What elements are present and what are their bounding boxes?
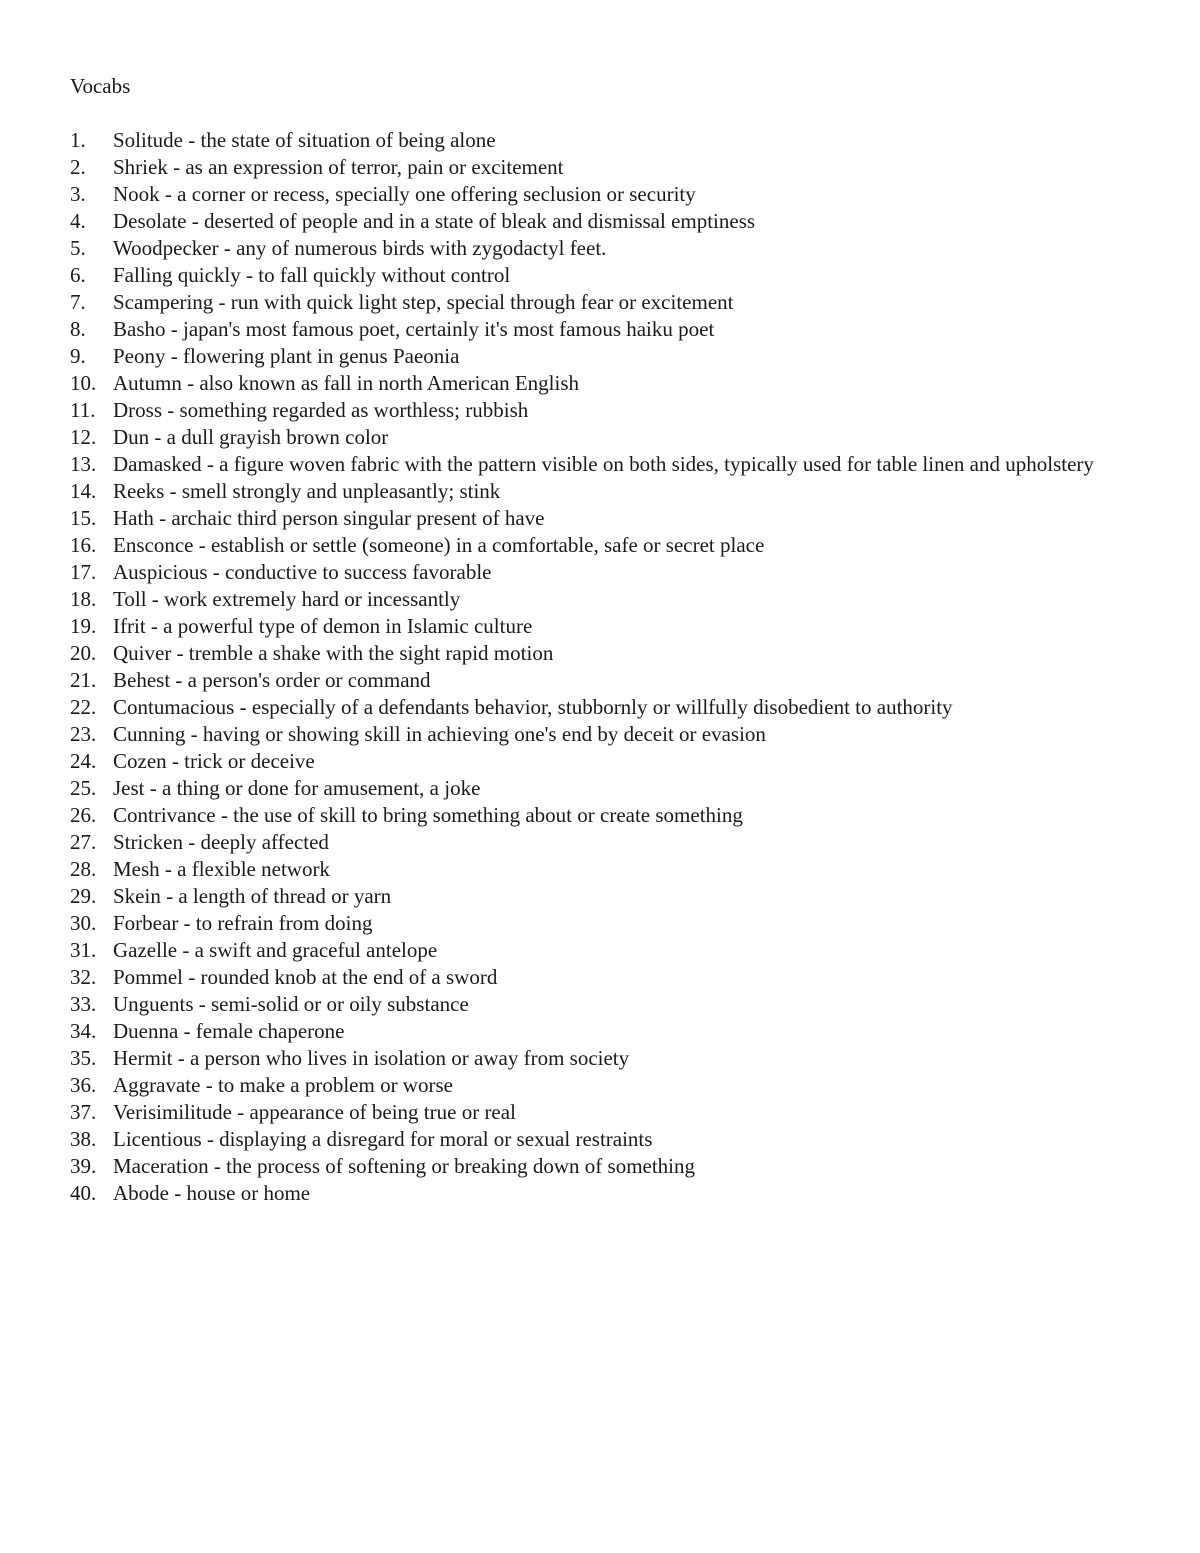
vocab-item-number: 38. (70, 1127, 97, 1151)
vocab-item-number: 33. (70, 992, 97, 1016)
vocab-item-text: Behest - a person's order or command (113, 668, 431, 692)
vocab-item (70, 181, 1140, 208)
vocab-item (70, 1018, 1140, 1045)
vocab-item-text: Nook - a corner or recess, specially one offering seclusion or security (113, 182, 696, 206)
vocab-item-text: Woodpecker - any of numerous birds with zygodactyl feet. (113, 236, 607, 260)
vocab-item-number: 1. (70, 128, 86, 152)
vocab-item (70, 1180, 1140, 1207)
vocab-item-number: 29. (70, 884, 97, 908)
vocab-item-number: 35. (70, 1046, 97, 1070)
vocab-item-text: Abode - house or home (113, 1181, 311, 1205)
vocab-item-number: 27. (70, 830, 97, 854)
vocab-item-text: Stricken - deeply affected (113, 830, 329, 854)
vocab-item (70, 721, 1140, 748)
vocab-item (70, 775, 1140, 802)
vocab-item-number: 19. (70, 614, 97, 638)
vocab-item (70, 1045, 1140, 1072)
vocab-item-number: 3. (70, 182, 86, 206)
vocab-item (70, 1126, 1140, 1153)
vocab-item-number: 11. (70, 398, 96, 422)
vocab-item-number: 31. (70, 938, 97, 962)
vocab-item (70, 478, 1140, 505)
vocab-item-number: 13. (70, 452, 97, 476)
vocab-item (70, 856, 1140, 883)
vocab-item-number: 14. (70, 479, 97, 503)
vocab-item-number: 26. (70, 803, 97, 827)
vocab-item-text: Licentious - displaying a disregard for moral or sexual restraints (113, 1127, 653, 1151)
vocab-item-number: 18. (70, 587, 97, 611)
vocab-item-text: Desolate - deserted of people and in a state of bleak and dismissal emptiness (113, 209, 756, 233)
vocab-item-text: Autumn - also known as fall in north American English (113, 371, 580, 395)
vocab-item-number: 4. (70, 209, 86, 233)
vocab-item (70, 127, 1140, 154)
vocab-item (70, 316, 1140, 343)
vocab-list (70, 127, 1140, 1207)
vocab-item (70, 262, 1140, 289)
vocab-item-number: 16. (70, 533, 97, 557)
vocab-item-text: Toll - work extremely hard or incessantly (113, 587, 461, 611)
vocab-item-text: Skein - a length of thread or yarn (113, 884, 392, 908)
vocab-item (70, 937, 1140, 964)
vocab-item-number: 6. (70, 263, 86, 287)
vocab-item (70, 829, 1140, 856)
vocab-item-number: 15. (70, 506, 97, 530)
vocab-item-text: Auspicious - conductive to success favorable (113, 560, 492, 584)
vocab-item-number: 34. (70, 1019, 97, 1043)
vocab-item-text: Verisimilitude - appearance of being true or real (113, 1100, 516, 1124)
vocab-item (70, 910, 1140, 937)
vocab-item (70, 991, 1140, 1018)
vocab-item-text: Ensconce - establish or settle (someone) in a comfortable, safe or secret place (113, 533, 765, 557)
vocab-item-text: Peony - flowering plant in genus Paeonia (113, 344, 460, 368)
vocab-item (70, 667, 1140, 694)
vocab-item (70, 640, 1140, 667)
vocab-item (70, 1099, 1140, 1126)
document-title: Vocabs (70, 74, 131, 98)
vocab-item-number: 25. (70, 776, 97, 800)
vocab-item-number: 21. (70, 668, 97, 692)
vocab-item-number: 28. (70, 857, 97, 881)
vocab-item-number: 7. (70, 290, 86, 314)
vocab-item (70, 586, 1140, 613)
vocab-item-text: Jest - a thing or done for amusement, a joke (113, 776, 481, 800)
vocab-item-number: 23. (70, 722, 97, 746)
vocab-item-text: Maceration - the process of softening or breaking down of something (113, 1154, 696, 1178)
vocab-item-text: Pommel - rounded knob at the end of a sword (113, 965, 498, 989)
vocab-item-text: Cozen - trick or deceive (113, 749, 315, 773)
vocab-item-number: 5. (70, 236, 86, 260)
vocab-item-text: Mesh - a flexible network (113, 857, 330, 881)
vocab-item-number: 8. (70, 317, 86, 341)
vocab-item (70, 532, 1140, 559)
vocab-item-text: Cunning - having or showing skill in achieving one's end by deceit or evasion (113, 722, 766, 746)
vocab-item (70, 1072, 1140, 1099)
vocab-item (70, 694, 1140, 721)
vocab-item-number: 12. (70, 425, 97, 449)
vocab-item-number: 9. (70, 344, 86, 368)
vocab-item-text: Hermit - a person who lives in isolation or away from society (113, 1046, 630, 1070)
vocab-item-text: Ifrit - a powerful type of demon in Islamic culture (113, 614, 533, 638)
vocab-item-number: 30. (70, 911, 97, 935)
vocab-item-text: Dross - something regarded as worthless; rubbish (113, 398, 529, 422)
vocab-item-number: 37. (70, 1100, 97, 1124)
vocab-item (70, 154, 1140, 181)
vocab-item-text: Reeks - smell strongly and unpleasantly; stink (113, 479, 501, 503)
vocab-item-number: 2. (70, 155, 86, 179)
vocab-item-text: Aggravate - to make a problem or worse (113, 1073, 453, 1097)
vocab-item-text: Scampering - run with quick light step, special through fear or excitement (113, 290, 734, 314)
vocab-item (70, 1153, 1140, 1180)
vocab-item-text: Solitude - the state of situation of being alone (113, 128, 496, 152)
vocab-item (70, 613, 1140, 640)
vocab-item-text: Contumacious - especially of a defendants behavior, stubbornly or willfully disobedient to authority (113, 695, 953, 719)
vocab-item-text: Contrivance - the use of skill to bring something about or create something (113, 803, 743, 827)
vocab-item (70, 802, 1140, 829)
vocab-item (70, 424, 1140, 451)
vocab-item-text: Forbear - to refrain from doing (113, 911, 373, 935)
vocab-item-text: Quiver - tremble a shake with the sight rapid motion (113, 641, 554, 665)
vocab-item (70, 397, 1140, 424)
vocab-item-text: Basho - japan's most famous poet, certainly it's most famous haiku poet (113, 317, 715, 341)
vocab-item-number: 20. (70, 641, 97, 665)
vocab-item-number: 10. (70, 371, 97, 395)
vocab-item-text: Hath - archaic third person singular present of have (113, 506, 545, 530)
vocab-item-text: Damasked - a figure woven fabric with the pattern visible on both sides, typically used for table linen and upholstery (113, 452, 1094, 476)
vocab-item-number: 24. (70, 749, 97, 773)
vocab-item (70, 559, 1140, 586)
vocab-item-text: Dun - a dull grayish brown color (113, 425, 389, 449)
vocab-item-text: Gazelle - a swift and graceful antelope (113, 938, 438, 962)
vocab-item-number: 32. (70, 965, 97, 989)
vocab-item-text: Unguents - semi-solid or or oily substance (113, 992, 469, 1016)
vocab-item (70, 235, 1140, 262)
vocab-item-number: 36. (70, 1073, 97, 1097)
vocab-item-number: 40. (70, 1181, 97, 1205)
vocab-item (70, 343, 1140, 370)
vocab-item (70, 451, 1140, 478)
vocab-item-number: 17. (70, 560, 97, 584)
vocab-item (70, 505, 1140, 532)
vocab-item-text: Falling quickly - to fall quickly without control (113, 263, 511, 287)
vocab-item (70, 208, 1140, 235)
vocab-item-text: Duenna - female chaperone (113, 1019, 345, 1043)
vocab-item-number: 39. (70, 1154, 97, 1178)
vocab-item (70, 883, 1140, 910)
vocab-item (70, 289, 1140, 316)
vocab-item (70, 964, 1140, 991)
vocab-item-text: Shriek - as an expression of terror, pain or excitement (113, 155, 564, 179)
vocab-item (70, 370, 1140, 397)
vocab-item (70, 748, 1140, 775)
vocab-item-number: 22. (70, 695, 97, 719)
